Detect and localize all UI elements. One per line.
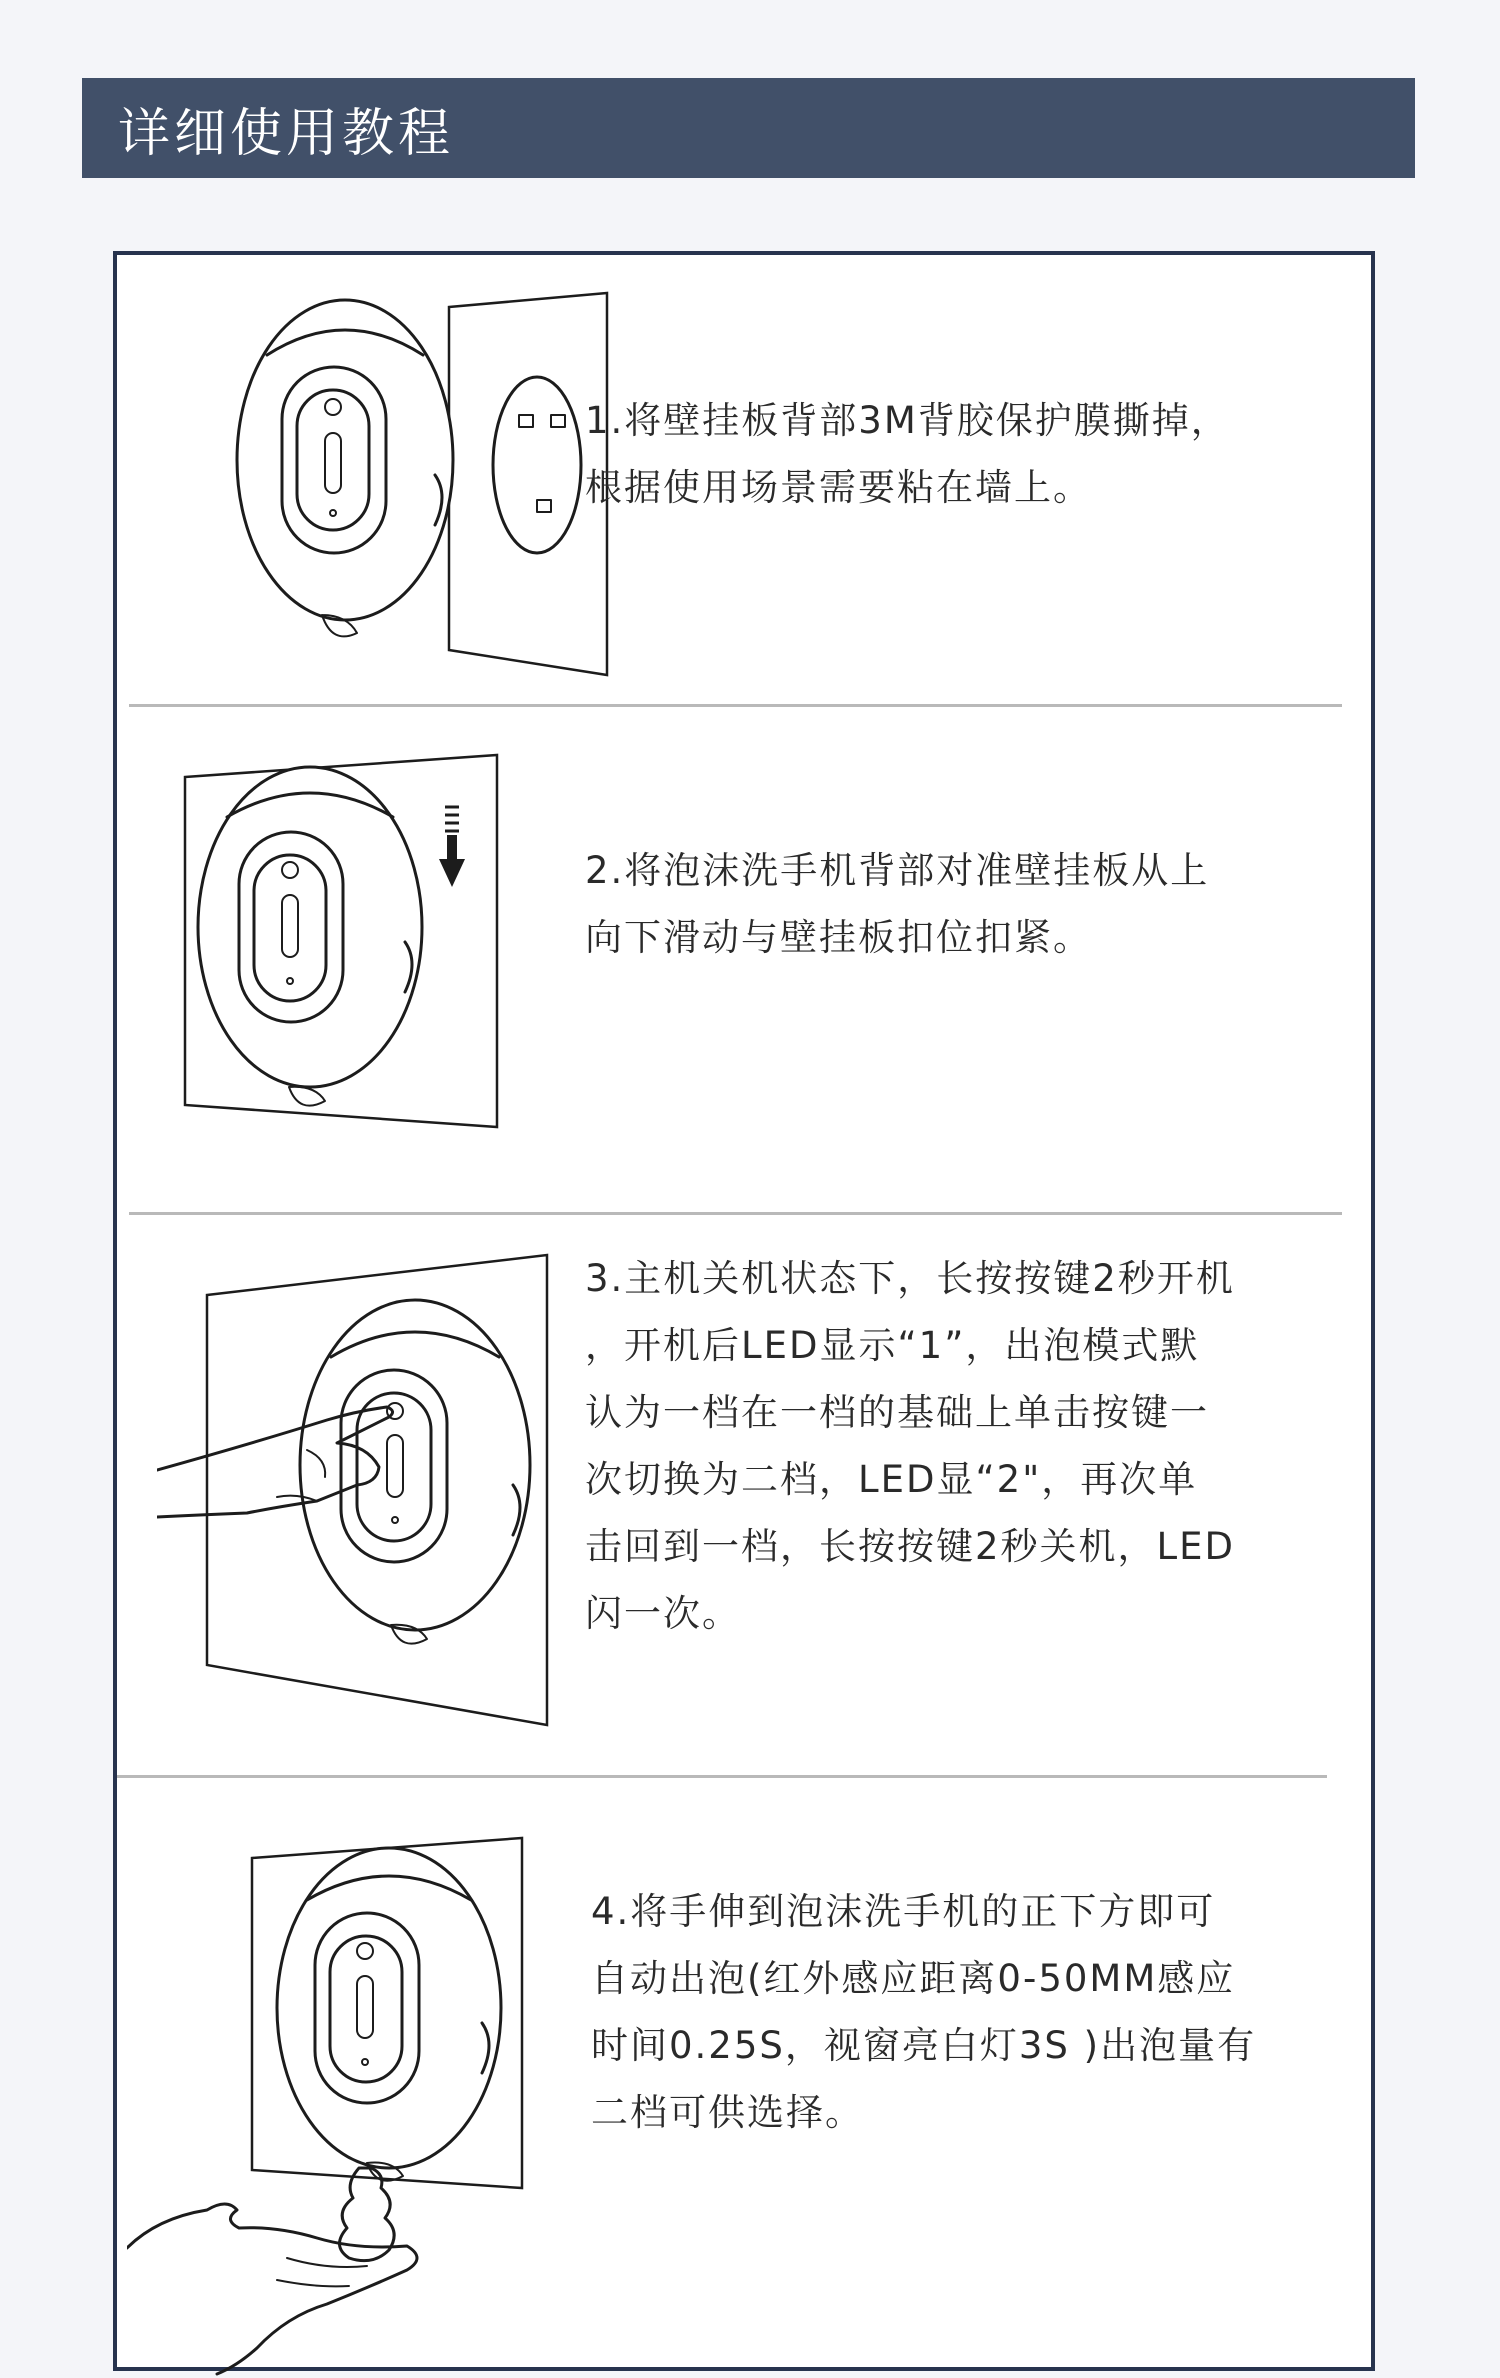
step-1: [117, 255, 1371, 705]
section-title: 详细使用教程: [118, 103, 455, 164]
tutorial-card: [113, 251, 1375, 2371]
step-3-text: 3.主机关机状态下，长按按键2秒开机 ，开机后LED显示“1”，出泡模式默 认为一档在一档的基础上单击按键一 次切换为二档，LED显“2"，再次单 击回到一档，长按按键2秒关机，LED 闪一次。: [585, 1257, 1236, 1635]
step-2: [117, 707, 1371, 1212]
step-4: [117, 1778, 1371, 2368]
wall-plate-illustration: [187, 285, 627, 705]
step-2-text: 2.将泡沫洗手机背部对准壁挂板从上 向下滑动与壁挂板扣位扣紧。: [585, 849, 1210, 959]
step-1-text: 1.将壁挂板背部3M背胶保护膜撕掉， 根据使用场景需要粘在墙上。: [585, 399, 1230, 509]
section-header: [82, 78, 1415, 178]
press-button-illustration: [157, 1245, 617, 1745]
foam-dispense-illustration: [127, 1818, 567, 2378]
step-3: [117, 1215, 1371, 1782]
slide-mount-illustration: [177, 737, 577, 1157]
step-4-text: 4.将手伸到泡沫洗手机的正下方即可 自动出泡(红外感应距离0-50MM感应 时间0.25S，视窗亮白灯3S )出泡量有 二档可供选择。: [591, 1890, 1257, 2134]
